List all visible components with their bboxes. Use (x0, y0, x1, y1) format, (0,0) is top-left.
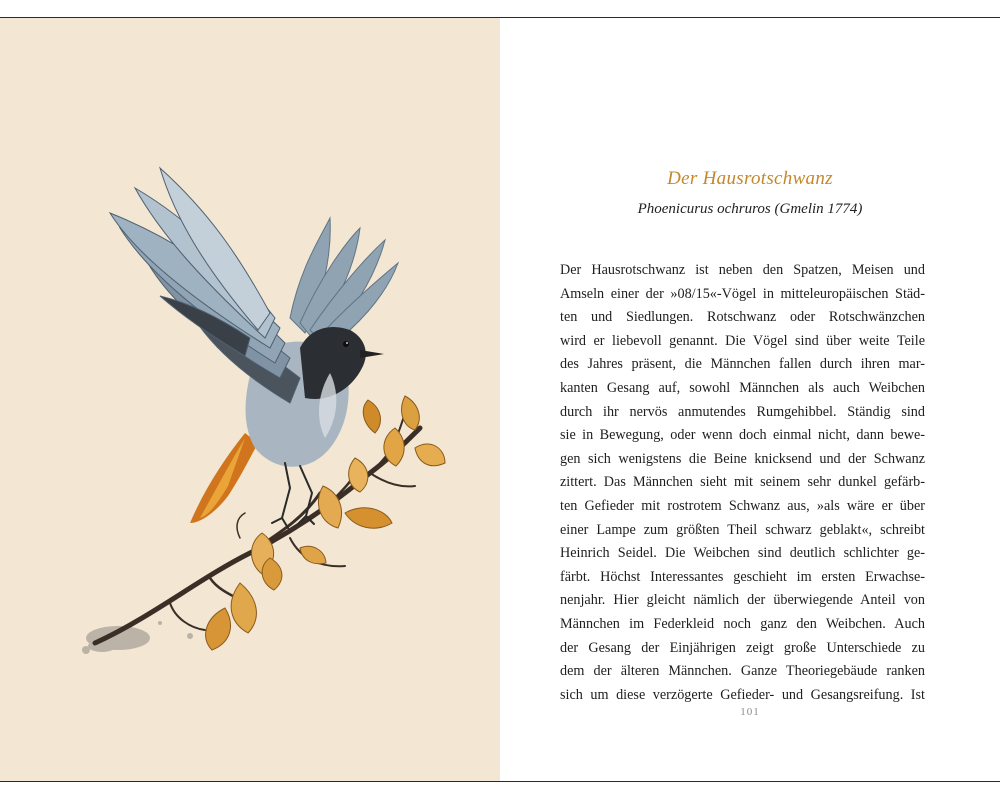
bird-tail (190, 433, 258, 523)
redstart-bird-illustration (0, 18, 500, 781)
text-line: einer Lampe zum größten Theil schwarz geblakt«, schreibt (560, 521, 925, 538)
text-line: Heinrich Seidel. Die Weibchen sind deutlich schlichter ge- (560, 545, 925, 562)
text-line: Der Hausrotschwanz ist neben den Spatzen, Meisen und (560, 262, 925, 278)
scientific-name: Phoenicurus ochruros (Gmelin 1774) (637, 201, 863, 217)
text-line: Männchen im Federkleid noch ganz den Weibchen. Auch (560, 615, 925, 632)
text-line: gen sich wenigstens die Beine knicksend und der Schwanz (560, 450, 925, 467)
bird-legs (272, 463, 314, 528)
text-line: ten Gefieder mit rostrotem Schwanz aus, »als wäre er über (560, 497, 925, 514)
text-line: kanten Gesang auf, sowohl Männchen als auch Weibchen (560, 379, 925, 396)
text-line: des Jahres präsent, die Männchen fallen durch ihren mar- (560, 356, 925, 373)
text-line: wird er liebevoll genannt. Die Vögel sind über weite Teile (560, 332, 925, 349)
body-text (560, 259, 925, 707)
text-line: sich um diese verzögerte Gefieder- und Gesangsreifung. Ist (560, 686, 925, 703)
ink-splash (82, 621, 193, 654)
text-line: der Gesang der Einjährigen zeigt große Unterschiede zu (560, 639, 925, 656)
text-line: sie in Bewegung, oder wenn doch einmal nicht, dann bewe- (560, 427, 925, 444)
text-line: Amseln einer der »08/15«-Vögel in mitteleuropäischen Städ- (560, 285, 925, 302)
page-number: 101 (740, 706, 760, 718)
text-line: durch ihr nervös anmutendes Rumgehibbel. Ständig sind (560, 403, 925, 420)
text-line: färbt. Höchst Interessantes geschieht im ersten Erwachse- (560, 568, 925, 585)
bird-left-wing (110, 168, 300, 403)
page-title: Der Hausrotschwanz (667, 168, 833, 189)
text-page (500, 18, 1000, 781)
book-spread (0, 17, 1000, 782)
text-line: zittert. Das Männchen sieht mit seinem sehr dunkel gefärb- (560, 474, 925, 491)
illustration-page (0, 18, 500, 781)
text-line: dem der älteren Männchen. Ganze Theoriegebäude ranken (560, 663, 925, 680)
text-line: ten und Siedlungen. Rotschwanz oder Rotschwänzchen (560, 309, 925, 326)
text-line: nenjahr. Hier gleicht nämlich der überwiegende Anteil von (560, 592, 925, 609)
